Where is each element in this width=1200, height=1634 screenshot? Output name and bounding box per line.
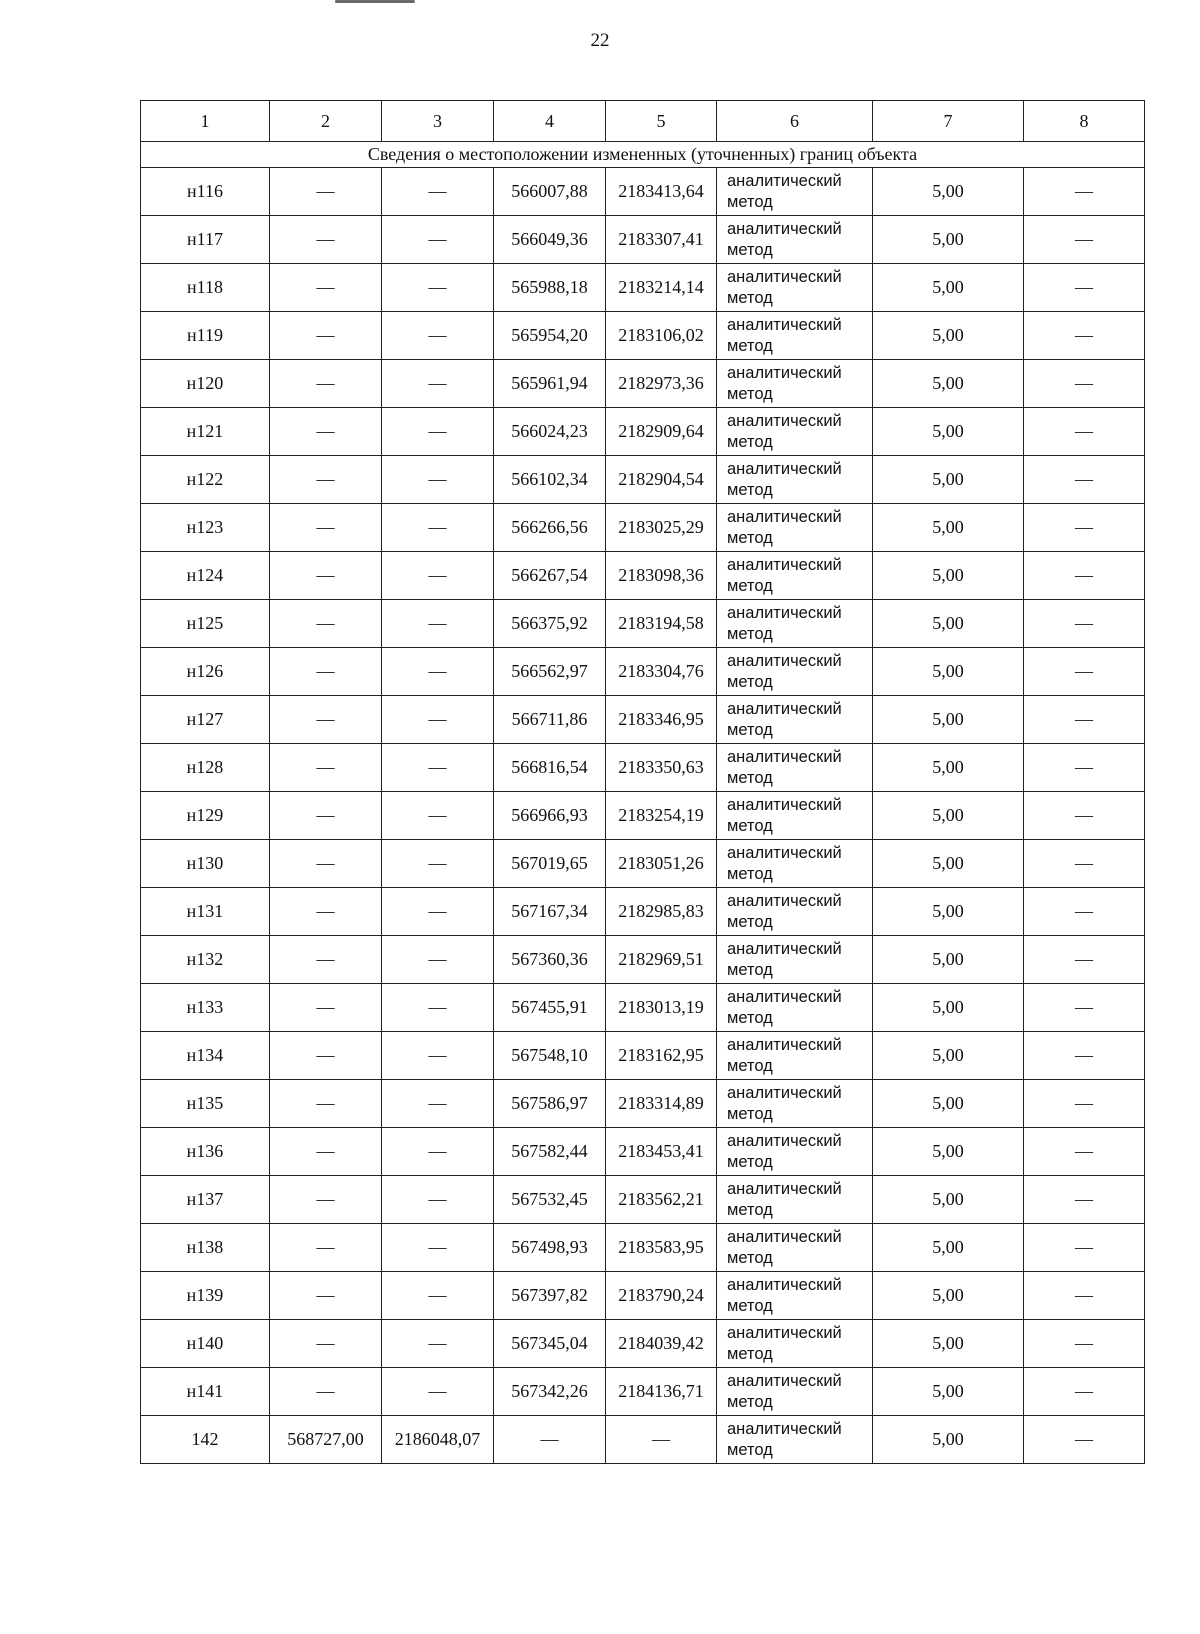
old-x-cell: —: [270, 360, 382, 408]
description-cell: —: [1024, 312, 1145, 360]
old-x-cell: —: [270, 216, 382, 264]
table-row: [141, 264, 1145, 312]
accuracy-cell: 5,00: [873, 888, 1024, 936]
table-row: [141, 1224, 1145, 1272]
table-row: [141, 1032, 1145, 1080]
new-x-cell: 567360,36: [494, 936, 606, 984]
table-row: [141, 1416, 1145, 1464]
column-header: 8: [1024, 101, 1145, 142]
new-y-cell: 2182985,83: [606, 888, 717, 936]
new-x-cell: 565961,94: [494, 360, 606, 408]
method-cell: аналитический метод: [717, 936, 873, 984]
new-y-cell: 2182969,51: [606, 936, 717, 984]
old-y-cell: —: [382, 888, 494, 936]
new-x-cell: 566102,34: [494, 456, 606, 504]
description-cell: —: [1024, 216, 1145, 264]
table-row: [141, 1368, 1145, 1416]
method-cell: аналитический метод: [717, 1416, 873, 1464]
old-x-cell: —: [270, 1176, 382, 1224]
new-x-cell: 567532,45: [494, 1176, 606, 1224]
section-row: [141, 142, 1145, 168]
new-x-cell: 567167,34: [494, 888, 606, 936]
method-cell: аналитический метод: [717, 888, 873, 936]
method-cell: аналитический метод: [717, 792, 873, 840]
column-header: 7: [873, 101, 1024, 142]
point-id-cell: н117: [141, 216, 270, 264]
point-id-cell: н125: [141, 600, 270, 648]
point-id-cell: н136: [141, 1128, 270, 1176]
accuracy-cell: 5,00: [873, 552, 1024, 600]
accuracy-cell: 5,00: [873, 1272, 1024, 1320]
description-cell: —: [1024, 696, 1145, 744]
description-cell: —: [1024, 552, 1145, 600]
old-x-cell: —: [270, 648, 382, 696]
point-id-cell: н123: [141, 504, 270, 552]
old-x-cell: —: [270, 1032, 382, 1080]
method-cell: аналитический метод: [717, 600, 873, 648]
old-x-cell: —: [270, 1128, 382, 1176]
column-header: 3: [382, 101, 494, 142]
accuracy-cell: 5,00: [873, 792, 1024, 840]
point-id-cell: н124: [141, 552, 270, 600]
old-x-cell: —: [270, 792, 382, 840]
new-x-cell: 567582,44: [494, 1128, 606, 1176]
old-x-cell: —: [270, 744, 382, 792]
column-header: 5: [606, 101, 717, 142]
table-row: [141, 984, 1145, 1032]
new-y-cell: 2183413,64: [606, 168, 717, 216]
old-y-cell: —: [382, 696, 494, 744]
accuracy-cell: 5,00: [873, 360, 1024, 408]
accuracy-cell: 5,00: [873, 168, 1024, 216]
old-x-cell: —: [270, 1272, 382, 1320]
table-row: [141, 1176, 1145, 1224]
accuracy-cell: 5,00: [873, 216, 1024, 264]
old-y-cell: —: [382, 1080, 494, 1128]
old-x-cell: —: [270, 888, 382, 936]
new-y-cell: 2183254,19: [606, 792, 717, 840]
accuracy-cell: 5,00: [873, 936, 1024, 984]
point-id-cell: н127: [141, 696, 270, 744]
method-cell: аналитический метод: [717, 1272, 873, 1320]
old-x-cell: —: [270, 312, 382, 360]
description-cell: —: [1024, 936, 1145, 984]
old-x-cell: —: [270, 264, 382, 312]
method-cell: аналитический метод: [717, 216, 873, 264]
point-id-cell: н129: [141, 792, 270, 840]
method-cell: аналитический метод: [717, 408, 873, 456]
old-y-cell: —: [382, 1032, 494, 1080]
description-cell: —: [1024, 744, 1145, 792]
old-x-cell: —: [270, 936, 382, 984]
old-y-cell: —: [382, 744, 494, 792]
description-cell: —: [1024, 504, 1145, 552]
old-x-cell: —: [270, 552, 382, 600]
old-x-cell: —: [270, 168, 382, 216]
old-y-cell: —: [382, 1368, 494, 1416]
old-y-cell: —: [382, 216, 494, 264]
old-x-cell: —: [270, 408, 382, 456]
description-cell: —: [1024, 840, 1145, 888]
method-cell: аналитический метод: [717, 1032, 873, 1080]
table-row: [141, 648, 1145, 696]
new-y-cell: 2183162,95: [606, 1032, 717, 1080]
description-cell: —: [1024, 888, 1145, 936]
new-y-cell: 2183583,95: [606, 1224, 717, 1272]
new-y-cell: —: [606, 1416, 717, 1464]
accuracy-cell: 5,00: [873, 696, 1024, 744]
point-id-cell: н121: [141, 408, 270, 456]
table-row: [141, 456, 1145, 504]
old-y-cell: —: [382, 984, 494, 1032]
point-id-cell: н118: [141, 264, 270, 312]
new-y-cell: 2183098,36: [606, 552, 717, 600]
point-id-cell: 142: [141, 1416, 270, 1464]
section-title: Сведения о местоположении измененных (уточненных) границ объекта: [141, 142, 1145, 168]
column-header: 1: [141, 101, 270, 142]
new-x-cell: 566024,23: [494, 408, 606, 456]
description-cell: —: [1024, 1032, 1145, 1080]
scan-artifact: [335, 0, 415, 3]
accuracy-cell: 5,00: [873, 648, 1024, 696]
new-x-cell: 565954,20: [494, 312, 606, 360]
point-id-cell: н130: [141, 840, 270, 888]
point-id-cell: н126: [141, 648, 270, 696]
accuracy-cell: 5,00: [873, 1224, 1024, 1272]
method-cell: аналитический метод: [717, 456, 873, 504]
method-cell: аналитический метод: [717, 1176, 873, 1224]
description-cell: —: [1024, 1320, 1145, 1368]
old-y-cell: —: [382, 936, 494, 984]
method-cell: аналитический метод: [717, 1080, 873, 1128]
table-row: [141, 888, 1145, 936]
point-id-cell: н119: [141, 312, 270, 360]
new-x-cell: 566375,92: [494, 600, 606, 648]
accuracy-cell: 5,00: [873, 1416, 1024, 1464]
method-cell: аналитический метод: [717, 1368, 873, 1416]
new-y-cell: 2183307,41: [606, 216, 717, 264]
table-row: [141, 600, 1145, 648]
new-y-cell: 2183453,41: [606, 1128, 717, 1176]
old-y-cell: —: [382, 312, 494, 360]
accuracy-cell: 5,00: [873, 312, 1024, 360]
column-header: 2: [270, 101, 382, 142]
column-header: 4: [494, 101, 606, 142]
description-cell: —: [1024, 600, 1145, 648]
old-x-cell: 568727,00: [270, 1416, 382, 1464]
table-row: [141, 1320, 1145, 1368]
accuracy-cell: 5,00: [873, 1080, 1024, 1128]
description-cell: —: [1024, 360, 1145, 408]
new-y-cell: 2182904,54: [606, 456, 717, 504]
accuracy-cell: 5,00: [873, 1032, 1024, 1080]
old-y-cell: —: [382, 1272, 494, 1320]
method-cell: аналитический метод: [717, 1128, 873, 1176]
accuracy-cell: 5,00: [873, 984, 1024, 1032]
new-y-cell: 2182909,64: [606, 408, 717, 456]
description-cell: —: [1024, 1224, 1145, 1272]
description-cell: —: [1024, 1416, 1145, 1464]
new-x-cell: 567498,93: [494, 1224, 606, 1272]
table-row: [141, 216, 1145, 264]
table-row: [141, 696, 1145, 744]
method-cell: аналитический метод: [717, 552, 873, 600]
description-cell: —: [1024, 984, 1145, 1032]
new-x-cell: 567548,10: [494, 1032, 606, 1080]
point-id-cell: н141: [141, 1368, 270, 1416]
accuracy-cell: 5,00: [873, 600, 1024, 648]
old-x-cell: —: [270, 696, 382, 744]
method-cell: аналитический метод: [717, 984, 873, 1032]
new-x-cell: 567586,97: [494, 1080, 606, 1128]
point-id-cell: н122: [141, 456, 270, 504]
column-number-row: [141, 101, 1145, 142]
accuracy-cell: 5,00: [873, 1128, 1024, 1176]
old-x-cell: —: [270, 840, 382, 888]
accuracy-cell: 5,00: [873, 408, 1024, 456]
table-row: [141, 792, 1145, 840]
old-y-cell: —: [382, 600, 494, 648]
new-x-cell: 566266,56: [494, 504, 606, 552]
new-x-cell: 567345,04: [494, 1320, 606, 1368]
description-cell: —: [1024, 456, 1145, 504]
method-cell: аналитический метод: [717, 360, 873, 408]
table-row: [141, 168, 1145, 216]
description-cell: —: [1024, 1272, 1145, 1320]
accuracy-cell: 5,00: [873, 1320, 1024, 1368]
method-cell: аналитический метод: [717, 696, 873, 744]
point-id-cell: н133: [141, 984, 270, 1032]
old-x-cell: —: [270, 1320, 382, 1368]
table-row: [141, 840, 1145, 888]
method-cell: аналитический метод: [717, 1224, 873, 1272]
accuracy-cell: 5,00: [873, 456, 1024, 504]
new-x-cell: 566049,36: [494, 216, 606, 264]
old-y-cell: —: [382, 1128, 494, 1176]
old-y-cell: —: [382, 168, 494, 216]
old-y-cell: —: [382, 840, 494, 888]
point-id-cell: н138: [141, 1224, 270, 1272]
new-y-cell: 2183025,29: [606, 504, 717, 552]
description-cell: —: [1024, 792, 1145, 840]
point-id-cell: н140: [141, 1320, 270, 1368]
old-y-cell: —: [382, 456, 494, 504]
old-x-cell: —: [270, 600, 382, 648]
old-y-cell: —: [382, 552, 494, 600]
description-cell: —: [1024, 1368, 1145, 1416]
old-y-cell: —: [382, 1176, 494, 1224]
new-y-cell: 2183304,76: [606, 648, 717, 696]
old-x-cell: —: [270, 984, 382, 1032]
table-row: [141, 744, 1145, 792]
old-y-cell: —: [382, 504, 494, 552]
accuracy-cell: 5,00: [873, 504, 1024, 552]
point-id-cell: н137: [141, 1176, 270, 1224]
old-x-cell: —: [270, 1224, 382, 1272]
old-y-cell: —: [382, 360, 494, 408]
new-y-cell: 2183214,14: [606, 264, 717, 312]
point-id-cell: н131: [141, 888, 270, 936]
new-x-cell: 566562,97: [494, 648, 606, 696]
old-y-cell: —: [382, 1224, 494, 1272]
method-cell: аналитический метод: [717, 840, 873, 888]
old-y-cell: 2186048,07: [382, 1416, 494, 1464]
new-x-cell: 567342,26: [494, 1368, 606, 1416]
new-y-cell: 2183346,95: [606, 696, 717, 744]
new-x-cell: 566966,93: [494, 792, 606, 840]
coordinates-table: [140, 100, 1145, 1464]
point-id-cell: н139: [141, 1272, 270, 1320]
description-cell: —: [1024, 1128, 1145, 1176]
old-x-cell: —: [270, 456, 382, 504]
point-id-cell: н132: [141, 936, 270, 984]
new-y-cell: 2183350,63: [606, 744, 717, 792]
old-x-cell: —: [270, 1080, 382, 1128]
method-cell: аналитический метод: [717, 504, 873, 552]
old-y-cell: —: [382, 1320, 494, 1368]
new-y-cell: 2183013,19: [606, 984, 717, 1032]
new-y-cell: 2183314,89: [606, 1080, 717, 1128]
new-y-cell: 2184039,42: [606, 1320, 717, 1368]
description-cell: —: [1024, 1080, 1145, 1128]
table-row: [141, 360, 1145, 408]
old-y-cell: —: [382, 648, 494, 696]
table-row: [141, 1272, 1145, 1320]
old-y-cell: —: [382, 264, 494, 312]
point-id-cell: н116: [141, 168, 270, 216]
old-y-cell: —: [382, 792, 494, 840]
point-id-cell: н135: [141, 1080, 270, 1128]
method-cell: аналитический метод: [717, 264, 873, 312]
old-x-cell: —: [270, 504, 382, 552]
point-id-cell: н134: [141, 1032, 270, 1080]
new-y-cell: 2183051,26: [606, 840, 717, 888]
method-cell: аналитический метод: [717, 648, 873, 696]
table-row: [141, 408, 1145, 456]
accuracy-cell: 5,00: [873, 840, 1024, 888]
new-x-cell: 567019,65: [494, 840, 606, 888]
description-cell: —: [1024, 1176, 1145, 1224]
description-cell: —: [1024, 168, 1145, 216]
table-row: [141, 552, 1145, 600]
description-cell: —: [1024, 408, 1145, 456]
table-row: [141, 1080, 1145, 1128]
accuracy-cell: 5,00: [873, 1176, 1024, 1224]
new-x-cell: 565988,18: [494, 264, 606, 312]
new-y-cell: 2183106,02: [606, 312, 717, 360]
old-x-cell: —: [270, 1368, 382, 1416]
accuracy-cell: 5,00: [873, 264, 1024, 312]
table-row: [141, 1128, 1145, 1176]
point-id-cell: н120: [141, 360, 270, 408]
description-cell: —: [1024, 648, 1145, 696]
new-x-cell: 566267,54: [494, 552, 606, 600]
method-cell: аналитический метод: [717, 312, 873, 360]
new-x-cell: 566007,88: [494, 168, 606, 216]
new-x-cell: 567397,82: [494, 1272, 606, 1320]
table-row: [141, 312, 1145, 360]
table-row: [141, 936, 1145, 984]
new-x-cell: —: [494, 1416, 606, 1464]
new-x-cell: 566816,54: [494, 744, 606, 792]
point-id-cell: н128: [141, 744, 270, 792]
new-y-cell: 2184136,71: [606, 1368, 717, 1416]
new-y-cell: 2183790,24: [606, 1272, 717, 1320]
new-y-cell: 2183562,21: [606, 1176, 717, 1224]
column-header: 6: [717, 101, 873, 142]
old-y-cell: —: [382, 408, 494, 456]
table-row: [141, 504, 1145, 552]
new-x-cell: 566711,86: [494, 696, 606, 744]
method-cell: аналитический метод: [717, 744, 873, 792]
accuracy-cell: 5,00: [873, 1368, 1024, 1416]
method-cell: аналитический метод: [717, 168, 873, 216]
new-y-cell: 2182973,36: [606, 360, 717, 408]
accuracy-cell: 5,00: [873, 744, 1024, 792]
new-x-cell: 567455,91: [494, 984, 606, 1032]
page-number: 22: [590, 30, 610, 51]
description-cell: —: [1024, 264, 1145, 312]
new-y-cell: 2183194,58: [606, 600, 717, 648]
method-cell: аналитический метод: [717, 1320, 873, 1368]
